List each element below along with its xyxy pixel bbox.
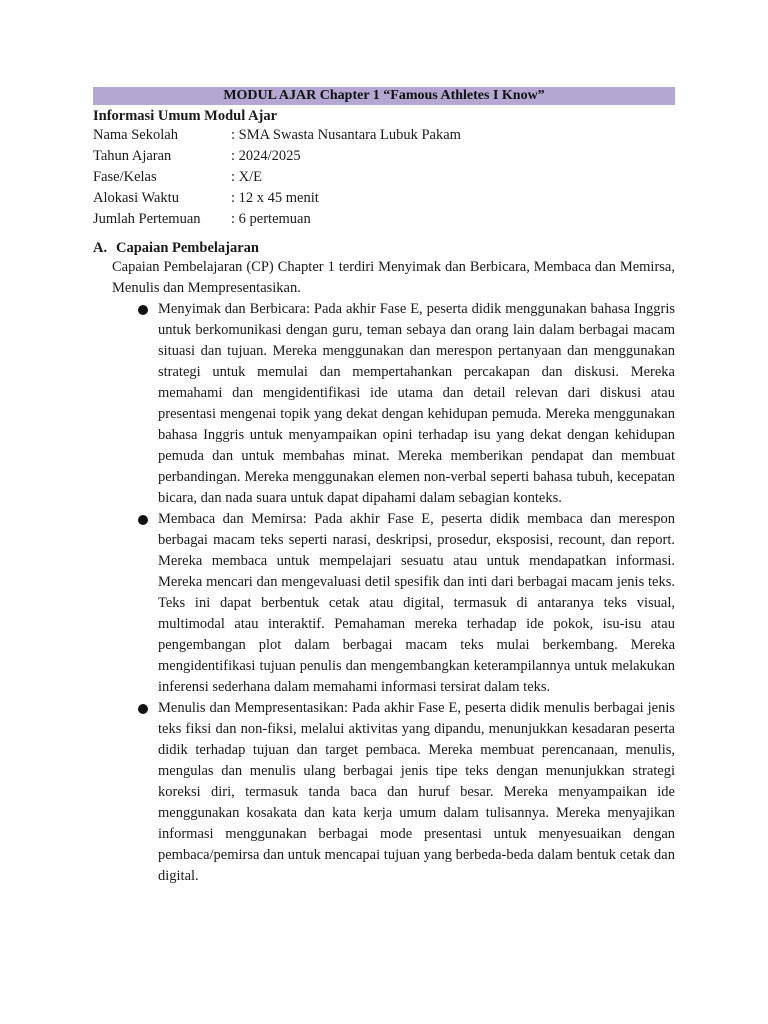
document-title: MODUL AJAR Chapter 1 “Famous Athletes I Know” (93, 87, 675, 105)
section-a-title: Capaian Pembelajaran (116, 240, 259, 256)
info-row-school (93, 125, 675, 146)
info-label: Tahun Ajaran (93, 148, 172, 164)
info-value: : X/E (231, 169, 263, 185)
info-row-year (93, 146, 675, 167)
info-label: Fase/Kelas (93, 169, 157, 185)
info-value: : 2024/2025 (231, 148, 301, 164)
info-row-meetings (93, 209, 675, 230)
info-label: Alokasi Waktu (93, 190, 179, 206)
list-item (136, 509, 675, 698)
bullet-icon (136, 299, 158, 509)
info-heading: Informasi Umum Modul Ajar (93, 108, 278, 124)
section-a-heading (93, 239, 675, 257)
bullet-list (136, 299, 675, 887)
info-row-phase (93, 167, 675, 188)
bullet-text: Menyimak dan Berbicara: Pada akhir Fase E, peserta didik menggunakan bahasa Inggris untuk berkomunikasi dengan guru, teman sebaya dan orang lain dalam berbagai macam situasi dan tujuan. Mereka menggunakan dan merespon pertanyaan dan menggunakan strategi untuk memulai dan mempertahankan percakapan dan diskusi. Mereka memahami dan mengidentifikasi ide utama dan detail relevan dari diskusi atau presentasi mengenai topik yang dekat dengan kehidupan pemuda. Mereka menggunakan bahasa Inggris untuk menyampaikan opini terhadap isu yang dekat dengan kehidupan pemuda dan untuk membahas minat. Mereka memberikan pendapat dan membuat perbandingan. Mereka menggunakan elemen non-verbal seperti bahasa tubuh, kecepatan bicara, dan nada suara untuk dapat dipahami dalam sebagian konteks. (158, 301, 675, 506)
section-a-intro: Capaian Pembelajaran (CP) Chapter 1 terdiri Menyimak dan Berbicara, Membaca dan Memirsa, Menulis dan Mempresentasikan. (112, 259, 675, 296)
info-table (93, 125, 675, 230)
section-a-letter: A. (93, 240, 108, 256)
document-page (93, 87, 675, 887)
info-label: Jumlah Pertemuan (93, 211, 201, 227)
info-value: : 12 x 45 menit (231, 190, 319, 206)
info-value: : SMA Swasta Nusantara Lubuk Pakam (231, 127, 461, 143)
info-row-time (93, 188, 675, 209)
bullet-icon (136, 509, 158, 698)
list-item (136, 698, 675, 887)
bullet-text: Membaca dan Memirsa: Pada akhir Fase E, peserta didik membaca dan merespon berbagai macam teks seperti narasi, deskripsi, prosedur, eksposisi, recount, dan report. Mereka membaca untuk mempelajari sesuatu atau untuk mendapatkan informasi. Mereka mencari dan mengevaluasi detil spesifik dan inti dari berbagai macam jenis teks. Teks ini dapat berbentuk cetak atau digital, termasuk di antaranya teks visual, multimodal atau interaktif. Pemahaman mereka terhadap ide pokok, isu-isu atau pengembangan plot dalam berbagai macam teks mulai berkembang. Mereka mengidentifikasi tujuan penulis dan mengembangkan keterampilannya untuk melakukan inferensi sederhana dalam memahami informasi tersirat dalam teks. (158, 511, 675, 695)
list-item (136, 299, 675, 509)
bullet-icon (136, 698, 158, 887)
info-label: Nama Sekolah (93, 127, 178, 143)
info-value: : 6 pertemuan (231, 211, 311, 227)
bullet-text: Menulis dan Mempresentasikan: Pada akhir Fase E, peserta didik menulis berbagai jenis teks fiksi dan non-fiksi, melalui aktivitas yang dipandu, menunjukkan kesadaran peserta didik terhadap tujuan dan target pembaca. Mereka membuat perencanaan, menulis, mengulas dan menulis ulang berbagai jenis tipe teks dengan menunjukkan strategi koreksi diri, termasuk tanda baca dan huruf besar. Mereka menyampaikan ide menggunakan kosakata dan kata kerja umum dalam tulisannya. Mereka menyajikan informasi menggunakan berbagai mode presentasi untuk menyesuaikan dengan pembaca/pemirsa dan untuk mencapai tujuan yang berbeda-beda dalam bentuk cetak dan digital. (158, 700, 675, 884)
